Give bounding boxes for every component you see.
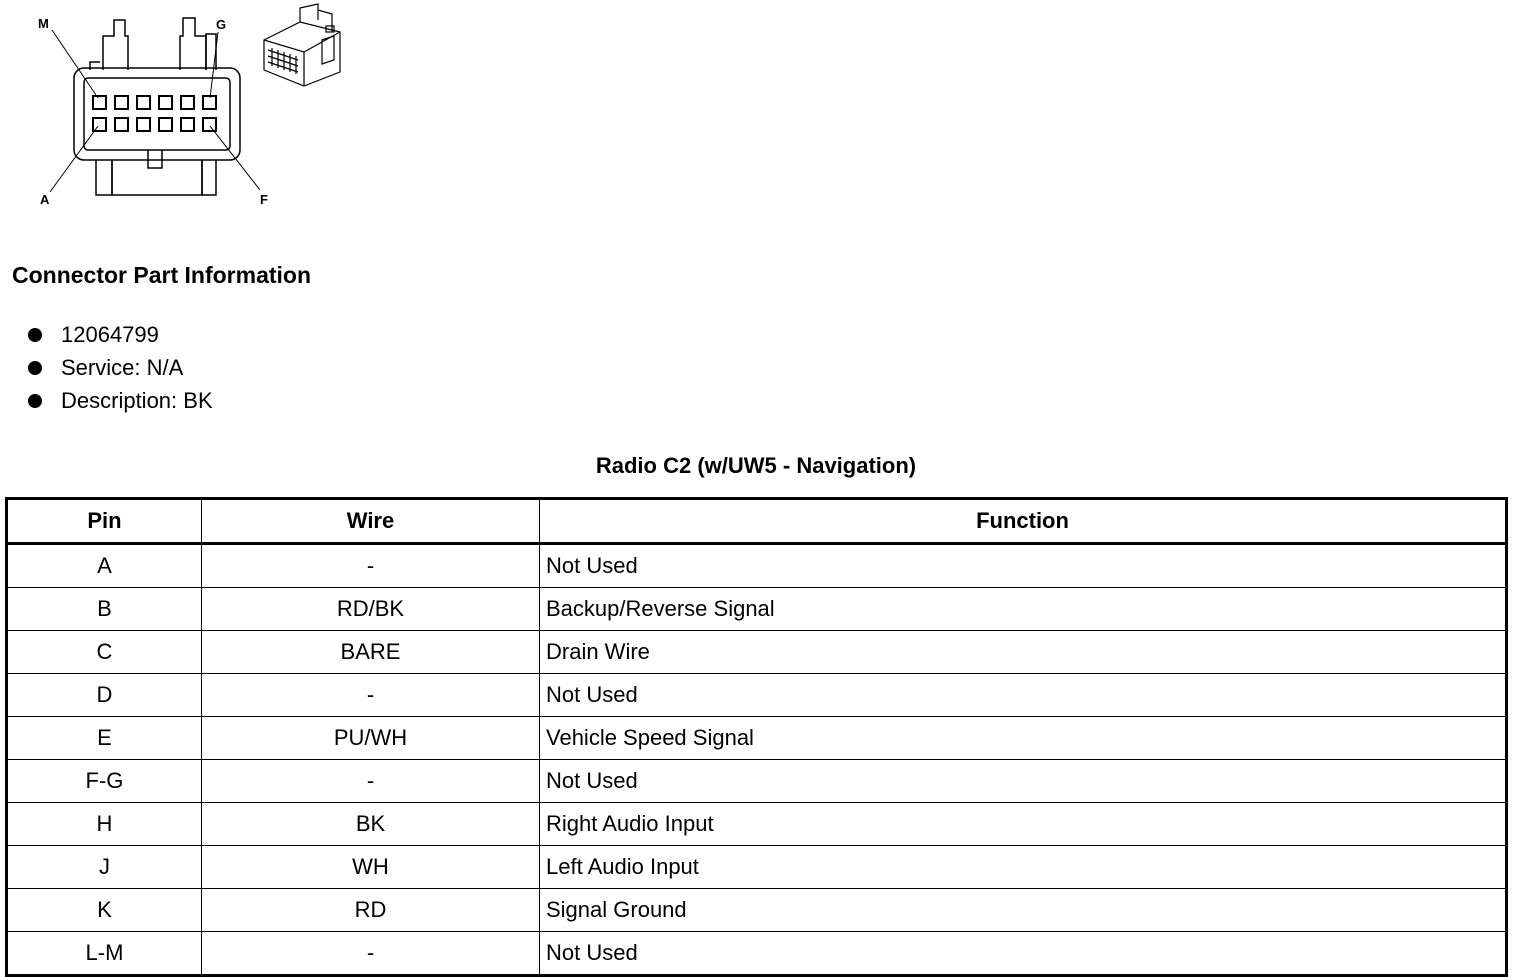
bullet-icon	[28, 361, 42, 375]
list-item	[28, 318, 213, 351]
function-cell: Drain Wire	[540, 631, 1507, 674]
pin-cell: B	[7, 588, 202, 631]
table-caption: Radio C2 (w/UW5 - Navigation)	[595, 453, 917, 478]
wire-cell: -	[202, 674, 540, 717]
connector-isometric-view	[264, 4, 340, 86]
wire-cell: -	[202, 932, 540, 976]
connector-cavities	[93, 96, 216, 131]
wire-cell: WH	[202, 846, 540, 889]
function-cell: Vehicle Speed Signal	[540, 717, 1507, 760]
part-number: 12064799	[61, 321, 159, 347]
list-item	[28, 384, 213, 417]
wire-cell: -	[202, 760, 540, 803]
pin-cell: D	[7, 674, 202, 717]
wire-cell: RD	[202, 889, 540, 932]
wire-cell: PU/WH	[202, 717, 540, 760]
wire-cell: BK	[202, 803, 540, 846]
callout-f: F	[260, 192, 268, 207]
connector-diagram	[0, 0, 380, 220]
part-info-list	[28, 318, 213, 417]
function-cell: Not Used	[540, 932, 1507, 976]
table-row	[7, 631, 1507, 674]
callout-m: M	[38, 16, 49, 31]
pin-cell: E	[7, 717, 202, 760]
bullet-icon	[28, 394, 42, 408]
table-row	[7, 760, 1507, 803]
table-row	[7, 803, 1507, 846]
table-row	[7, 544, 1507, 588]
function-cell: Not Used	[540, 544, 1507, 588]
wire-cell: RD/BK	[202, 588, 540, 631]
table-row	[7, 846, 1507, 889]
table-header-row	[7, 499, 1507, 544]
pin-cell: C	[7, 631, 202, 674]
header-function: Function	[540, 499, 1507, 544]
function-cell: Not Used	[540, 760, 1507, 803]
header-wire: Wire	[202, 499, 540, 544]
callout-a: A	[40, 192, 50, 207]
pin-cell: L-M	[7, 932, 202, 976]
service-info: Service: N/A	[61, 354, 184, 380]
pin-cell: A	[7, 544, 202, 588]
callout-g: G	[216, 17, 227, 32]
function-cell: Right Audio Input	[540, 803, 1507, 846]
function-cell: Backup/Reverse Signal	[540, 588, 1507, 631]
connector-top-latches	[90, 18, 216, 70]
table-row	[7, 889, 1507, 932]
pinout-table	[5, 497, 1508, 977]
list-item	[28, 351, 213, 384]
function-cell: Not Used	[540, 674, 1507, 717]
wire-cell: BARE	[202, 631, 540, 674]
description-info: Description: BK	[61, 387, 213, 413]
function-cell: Left Audio Input	[540, 846, 1507, 889]
pin-cell: F-G	[7, 760, 202, 803]
table-row	[7, 588, 1507, 631]
section-title: Connector Part Information	[12, 262, 312, 288]
pin-cell: J	[7, 846, 202, 889]
bullet-icon	[28, 328, 42, 342]
function-cell: Signal Ground	[540, 889, 1507, 932]
table-row	[7, 717, 1507, 760]
header-pin: Pin	[7, 499, 202, 544]
wire-cell: -	[202, 544, 540, 588]
table-row	[7, 932, 1507, 976]
pin-cell: K	[7, 889, 202, 932]
table-row	[7, 674, 1507, 717]
pin-cell: H	[7, 803, 202, 846]
